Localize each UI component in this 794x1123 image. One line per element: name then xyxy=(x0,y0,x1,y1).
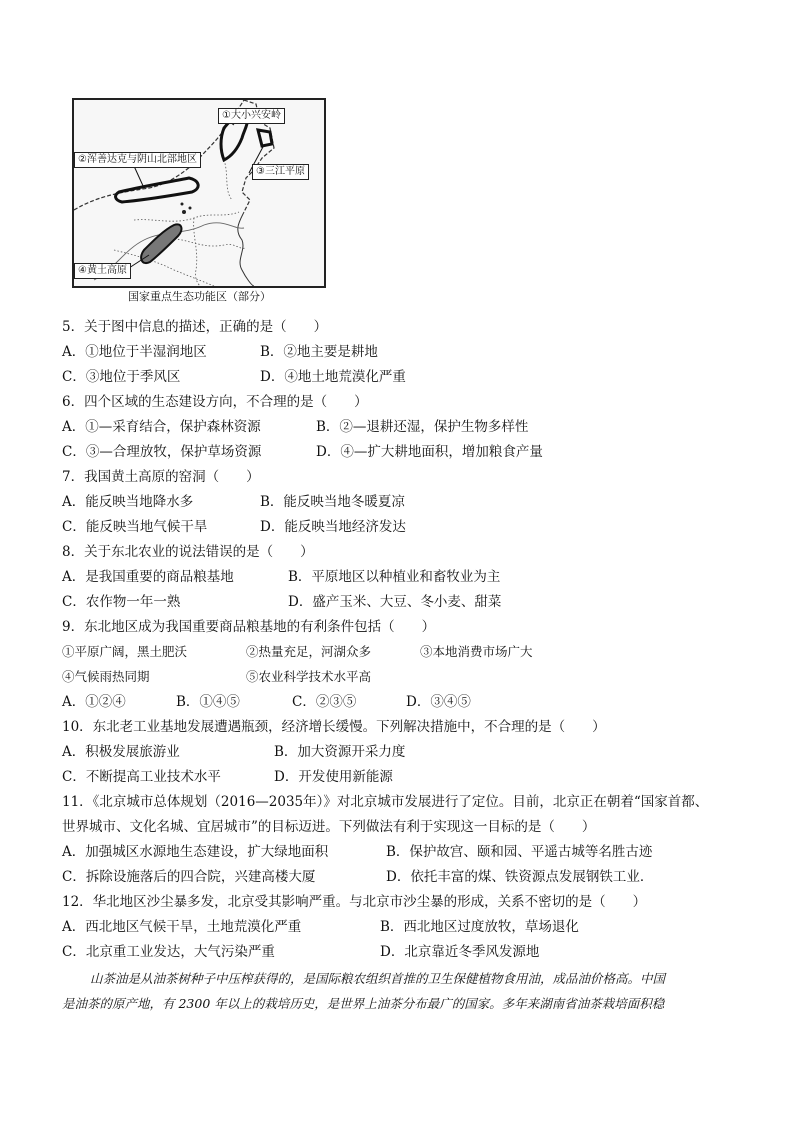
option-c[interactable]: C．能反映当地气候干旱 xyxy=(62,519,208,535)
option-b[interactable]: B．平原地区以种植业和畜牧业为主 xyxy=(288,569,501,585)
option-d[interactable]: D．盛产玉米、大豆、冬小麦、甜菜 xyxy=(288,594,502,610)
question-stem-continued: 世界城市、文化名城、宜居城市”的目标迈进。下列做法有利于实现这一目标的是（ ） xyxy=(62,819,596,835)
option-c[interactable]: C．北京重工业发达，大气污染严重 xyxy=(62,944,275,960)
option-d[interactable]: D．开发使用新能源 xyxy=(274,769,393,785)
option-c[interactable]: C．农作物一年一熟 xyxy=(62,594,181,610)
option-a[interactable]: A．积极发展旅游业 xyxy=(62,744,180,760)
question-stem: 7．我国黄土高原的窑洞（ ） xyxy=(62,469,260,485)
condition-3: ③本地消费市场广大 xyxy=(420,644,533,659)
option-b[interactable]: B．加大资源开采力度 xyxy=(274,744,406,760)
label-zone-2: ②浑善达克与阴山北部地区 xyxy=(74,152,201,168)
province-line xyxy=(224,160,232,200)
passage xyxy=(62,966,742,1016)
province-line xyxy=(134,212,239,221)
option-b[interactable]: B．②—退耕还湿，保护生物多样性 xyxy=(316,419,529,435)
option-b[interactable]: B．西北地区过度放牧，草场退化 xyxy=(380,919,579,935)
eco-zone-map xyxy=(72,98,326,288)
option-a[interactable]: A．能反映当地降水多 xyxy=(62,494,194,510)
province-line xyxy=(164,239,246,248)
option-a[interactable]: A．是我国重要的商品粮基地 xyxy=(62,569,234,585)
zone-3-sanjiang xyxy=(258,130,272,146)
zone-4-loess xyxy=(141,224,181,263)
condition-4: ④气候雨热同期 xyxy=(62,669,150,684)
option-c[interactable]: C．拆除设施落后的四合院，兴建高楼大厦 xyxy=(62,869,316,885)
question-stem: 5．关于图中信息的描述，正确的是（ ） xyxy=(62,319,328,335)
option-b[interactable]: B．保护故宫、颐和园、平遥古城等名胜古迹 xyxy=(386,844,653,860)
option-b[interactable]: B．①④⑤ xyxy=(176,694,240,710)
city-dot xyxy=(189,207,192,210)
zone-2-hunshandake xyxy=(116,178,199,202)
city-dot xyxy=(181,203,184,206)
option-a[interactable]: A．①②④ xyxy=(62,694,126,710)
label-zone-3: ③三江平原 xyxy=(252,164,309,180)
question-stem: 12．华北地区沙尘暴多发，北京受其影响严重。与北京市沙尘暴的形成，关系不密切的是（ ） xyxy=(62,894,647,910)
coastline xyxy=(238,212,254,286)
condition-1: ①平原广阔，黑土肥沃 xyxy=(62,644,188,659)
option-b[interactable]: B．②地主要是耕地 xyxy=(260,344,378,360)
question-stem: 11．《北京城市总体规划（2016—2035年）》对北京城市发展进行了定位。目前，北京正在朝着“国家首都、 xyxy=(62,794,709,810)
option-c[interactable]: C．③—合理放牧，保护草场资源 xyxy=(62,444,262,460)
option-c[interactable]: C．不断提高工业技术水平 xyxy=(62,769,221,785)
condition-5: ⑤农业科学技术水平高 xyxy=(246,669,372,684)
leader-line xyxy=(134,166,144,188)
figure-caption: 国家重点生态功能区（部分） xyxy=(128,290,271,303)
option-a[interactable]: A．①—采育结合，保护森林资源 xyxy=(62,419,261,435)
option-d[interactable]: D．④地土地荒漠化严重 xyxy=(260,369,406,385)
question-stem: 8．关于东北农业的说法错误的是（ ） xyxy=(62,544,314,560)
question-stem: 10．东北老工业基地发展遭遇瓶颈，经济增长缓慢。下列解决措施中，不合理的是（ ） xyxy=(62,719,606,735)
city-dot xyxy=(182,210,186,214)
question-stem: 9．东北地区成为我国重要商品粮基地的有利条件包括（ ） xyxy=(62,619,436,635)
option-d[interactable]: D．④—扩大耕地面积，增加粮食产量 xyxy=(316,444,543,460)
question-stem: 6．四个区域的生态建设方向，不合理的是（ ） xyxy=(62,394,368,410)
label-zone-4: ④黄土高原 xyxy=(74,263,131,279)
passage-line-2: 是油茶的原产地，有 2300 年以上的栽培历史，是世界上油茶分布最广的国家。多年来湖南省油茶栽培面积稳 xyxy=(62,996,665,1011)
map-drawing xyxy=(74,100,324,286)
option-b[interactable]: B．能反映当地冬暖夏凉 xyxy=(260,494,405,510)
option-d[interactable]: D．北京靠近冬季风发源地 xyxy=(380,944,540,960)
option-d[interactable]: D．能反映当地经济发达 xyxy=(260,519,406,535)
label-zone-1: ①大小兴安岭 xyxy=(218,108,285,124)
option-a[interactable]: A．西北地区气候干旱，土地荒漠化严重 xyxy=(62,919,302,935)
option-c[interactable]: C．②③⑤ xyxy=(292,694,357,710)
option-d[interactable]: D．依托丰富的煤、铁资源点发展钢铁工业． xyxy=(386,869,654,885)
option-d[interactable]: D．③④⑤ xyxy=(406,694,471,710)
passage-line-1: 山茶油是从油茶树种子中压榨获得的，是国际粮农组织首推的卫生保健植物食用油，成品油价格高。中国 xyxy=(90,971,666,986)
option-a[interactable]: A．①地位于半湿润地区 xyxy=(62,344,207,360)
option-c[interactable]: C．③地位于季风区 xyxy=(62,369,181,385)
condition-2: ②热量充足，河湖众多 xyxy=(246,644,372,659)
option-a[interactable]: A．加强城区水源地生态建设，扩大绿地面积 xyxy=(62,844,329,860)
